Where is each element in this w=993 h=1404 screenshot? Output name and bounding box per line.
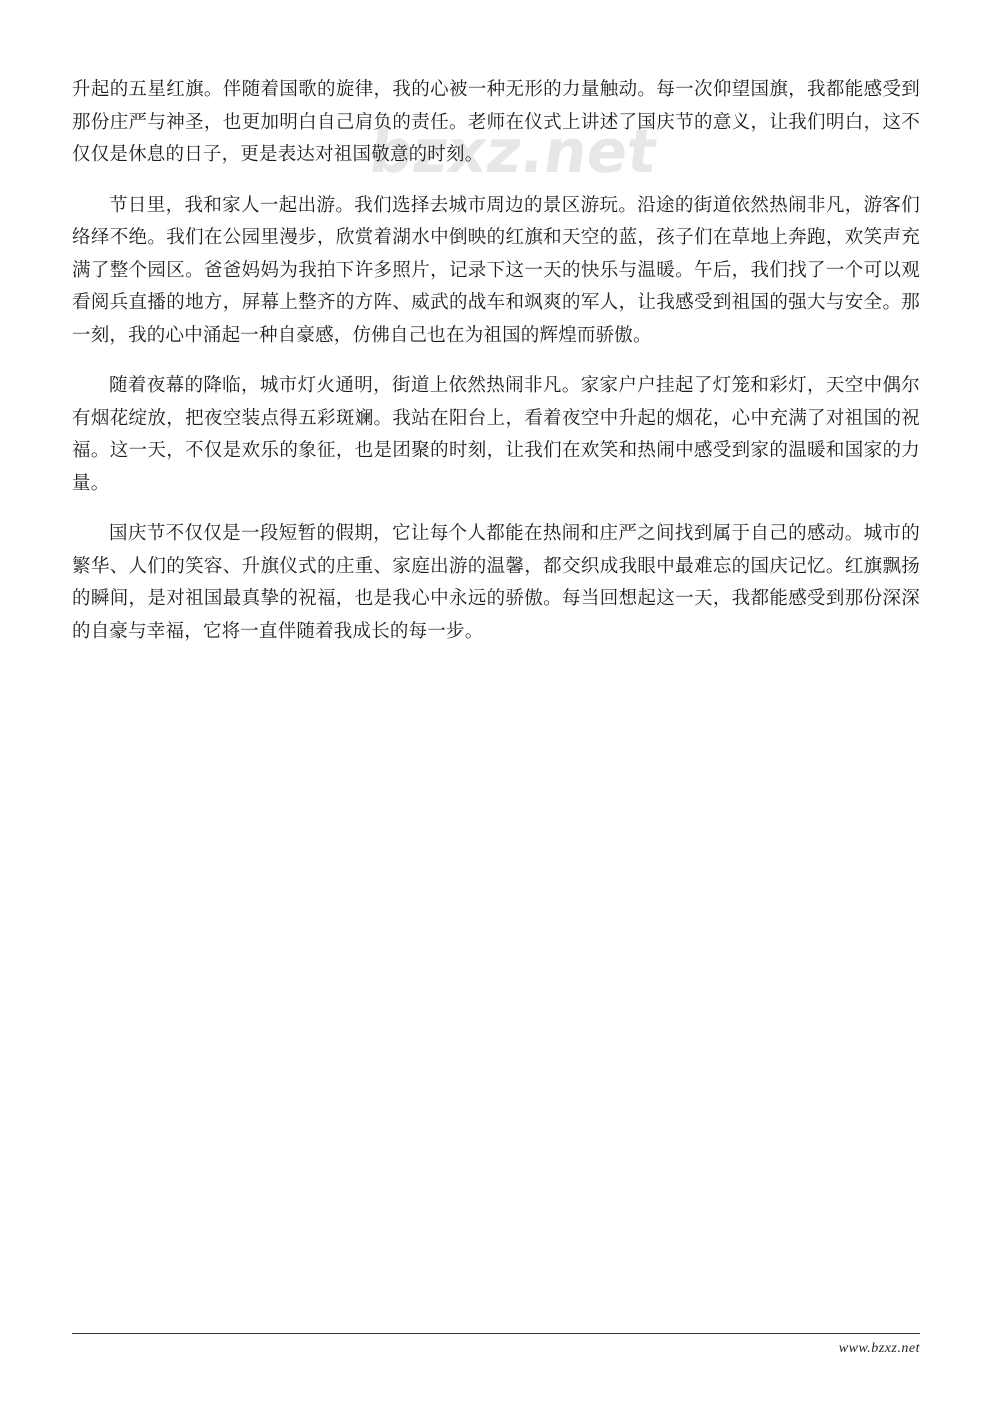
paragraph-continued: 升起的五星红旗。伴随着国歌的旋律，我的心被一种无形的力量触动。每一次仰望国旗，我都能感受到那份庄严与神圣，也更加明白自己肩负的责任。老师在仪式上讲述了国庆节的意义，让我们明白，这不仅仅是休息的日子，更是表达对祖国敬意的时刻。 bbox=[72, 79, 920, 165]
footer-url: www.bzxz.net bbox=[838, 1341, 920, 1356]
paragraph-conclusion: 国庆节不仅仅是一段短暂的假期，它让每个人都能在热闹和庄严之间找到属于自己的感动。城市的繁华、人们的笑容、升旗仪式的庄重、家庭出游的温馨，都交织成我眼中最难忘的国庆记忆。红旗飘扬的瞬间，是对祖国最真挚的祝福，也是我心中永远的骄傲。每当回想起这一天，我都能感受到那份深深的自豪与幸福，它将一直伴随着我成长的每一步。 bbox=[72, 523, 920, 642]
document-body bbox=[72, 74, 920, 666]
watermark-text: bzxz.net bbox=[365, 117, 662, 187]
paragraph-family-outing: 节日里，我和家人一起出游。我们选择去城市周边的景区游玩。沿途的街道依然热闹非凡，游客们络绎不绝。我们在公园里漫步，欣赏着湖水中倒映的红旗和天空的蓝，孩子们在草地上奔跑，欢笑声充满了整个园区。爸爸妈妈为我拍下许多照片，记录下这一天的快乐与温暖。午后，我们找了一个可以观看阅兵直播的地方，屏幕上整齐的方阵、威武的战车和飒爽的军人，让我感受到祖国的强大与安全。那一刻，我的心中涌起一种自豪感，仿佛自己也在为祖国的辉煌而骄傲。 bbox=[72, 194, 920, 346]
paragraph-night-lights: 随着夜幕的降临，城市灯火通明，街道上依然热闹非凡。家家户户挂起了灯笼和彩灯，天空中偶尔有烟花绽放，把夜空装点得五彩斑斓。我站在阳台上，看着夜空中升起的烟花，心中充满了对祖国的祝福。这一天，不仅是欢乐的象征，也是团聚的时刻，让我们在欢笑和热闹中感受到家的温暖和国家的力量。 bbox=[72, 375, 920, 494]
footer-divider bbox=[72, 1333, 920, 1334]
